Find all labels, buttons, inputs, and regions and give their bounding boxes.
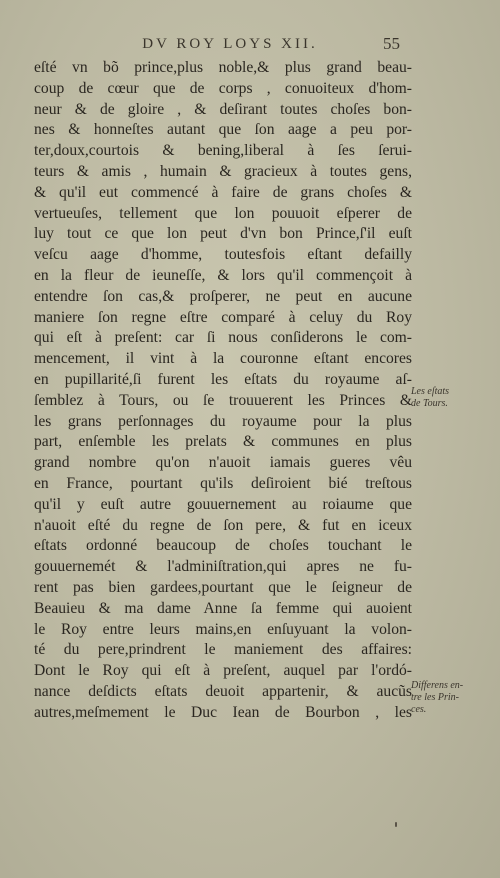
text-line: part, enſemble les prelats & communes en plus xyxy=(34,433,412,451)
text-line: eſtats ordonné beaucoup de choſes touchant le xyxy=(34,537,412,555)
margin-note-line: tre les Prin- xyxy=(411,692,459,703)
text-line: Dont le Roy qui eſt à preſent, auquel par l'ordó- xyxy=(34,662,412,680)
text-line: grand nombre qu'on n'auoit iamais gueres vêu xyxy=(34,454,412,472)
text-line: mencement, il vint à la couronne eſtant encores xyxy=(34,350,412,368)
page-number: 55 xyxy=(383,34,400,53)
margin-note-differens xyxy=(411,680,463,716)
text-line: neur & de gloire , & deſirant toutes choſes bon- xyxy=(34,100,412,118)
text-line: en France, pourtant qu'ils deſiroient bié treſtous xyxy=(34,474,412,492)
text-line: autres,meſmement le Duc Iean de Bourbon , les xyxy=(34,703,412,721)
margin-note-line: ces. xyxy=(411,704,427,715)
margin-note-line: Les eſtats xyxy=(411,386,450,397)
ink-speck xyxy=(395,822,397,827)
text-line: coup de cœur que de corps , conuoiteux d'hom- xyxy=(34,79,412,97)
text-line: luy tout ce que lon peut d'vn bon Prince,ſ'il euſt xyxy=(34,225,412,243)
text-line: nance deſdicts eſtats deuoit appartenir, & aucũs xyxy=(34,682,412,700)
running-head: DV ROY LOYS XII. xyxy=(142,36,318,52)
text-line: entendre ſon cas,& proſperer, ne peut en aucune xyxy=(34,287,412,305)
text-line: eſté vn bõ prince,plus noble,& plus grand beau- xyxy=(34,59,412,76)
text-line: teurs & amis , humain & gracieux à toutes gens, xyxy=(34,162,412,180)
text-line: le Roy entre leurs mains,en enſuyuant la volon- xyxy=(34,620,412,638)
text-line: qui eſt à preſent: car ſi nous conſiderons le com- xyxy=(34,329,412,347)
text-line: rent pas bien gardees,pourtant que le ſeigneur de xyxy=(34,578,412,596)
margin-note-line: de Tours. xyxy=(411,398,448,409)
text-line: gouuernemét & l'adminiſtration,qui apres ne fu- xyxy=(34,558,412,576)
margin-note-line: Differens en- xyxy=(411,680,464,691)
text-line: nes & honneſtes autant que ſon aage a peu por- xyxy=(34,121,412,139)
text-line: en la fleur de ieuneſſe, & lors qu'il commençoit à xyxy=(34,266,412,284)
text-line: & qu'il eut commencé à faire de grans choſes & xyxy=(34,183,412,201)
body-text xyxy=(34,58,412,724)
text-line: n'auoit eſté du regne de ſon pere, & fut en iceux xyxy=(34,516,412,534)
text-line: vertueuſes, tellement que lon pouuoit eſperer de xyxy=(34,204,412,222)
text-line: maniere ſon regne eſtre comparé à celuy du Roy xyxy=(34,308,412,326)
text-line: té du pere,prindrent le maniement des affaires: xyxy=(34,641,412,659)
text-line: Beauieu & ma dame Anne ſa femme qui auoient xyxy=(34,599,412,617)
text-line: veſcu aage d'homme, toutesfois eſtant defailly xyxy=(34,246,412,264)
text-line: ſemblez à Tours, ou ſe trouuerent les Princes & xyxy=(34,391,412,409)
margin-note-estats xyxy=(411,386,449,410)
text-line: les grans perſonnages du royaume pour la plus xyxy=(34,412,412,430)
text-line: en pupillarité,ſi furent les eſtats du royaume aſ- xyxy=(34,370,412,388)
text-line: ter,doux,courtois & bening,liberal à ſes ſerui- xyxy=(34,142,412,160)
text-line: qu'il y euſt autre gouuernement au roiaume que xyxy=(34,495,412,513)
